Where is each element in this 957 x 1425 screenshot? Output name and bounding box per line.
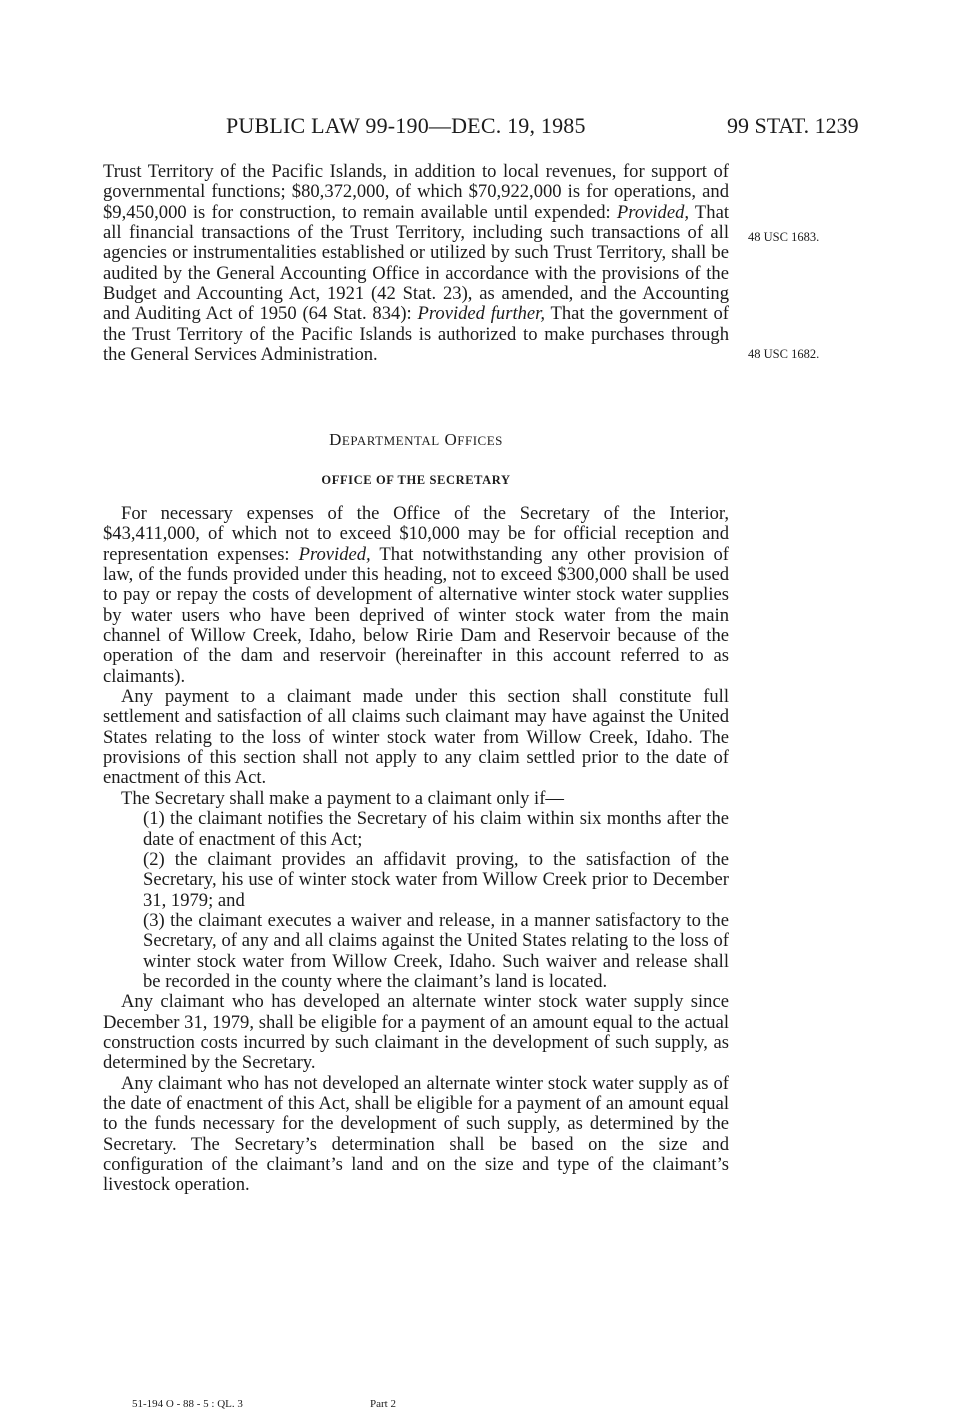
main-section: [103, 504, 729, 1196]
paragraph-payment-settlement: Any payment to a claimant made under this section shall constitute full settlement and satisfaction of all claims such claimant may have against the United States relating to the loss of winter stock water from Willow Creek, Idaho. The provisions of this section shall not apply to any claim settled prior to the date of enactment of this Act.: [103, 686, 729, 789]
condition-item-1: [103, 809, 729, 850]
intro-section: [103, 162, 729, 365]
heading-cap-o: O: [444, 430, 458, 449]
proviso-2: Provided further,: [417, 303, 546, 325]
margin-note-usc-1682: 48 USC 1682.: [748, 347, 820, 361]
paragraph-undeveloped-supply: Any claimant who has not developed an alternate winter stock water supply as of the date of enactment of this Act, shall be eligible for a payment of an amount equal to the funds necessary for the development of such supply, as determined by the Secretary. The Secretary’s determination shall be based on the size and configuration of the claimant’s land and on the size and type of the claimant’s livestock operation.: [103, 1072, 729, 1196]
statute-page-number: 99 STAT. 1239: [727, 113, 859, 138]
paragraph-conditions: The Secretary shall make a payment to a claimant only if—: [121, 787, 564, 809]
intro-text-3: That the government of the Trust Territory of the Pacific Islands is authorized to make purchases through the General Services Administration.: [103, 303, 729, 366]
condition-item-2: (2) the claimant provides an affidavit proving, to the satisfaction of the Secretary, his use of winter stock water from Willow Creek prior to December 31, 1979; and: [143, 848, 729, 911]
footer-print-code: 51-194 O - 88 - 5 : QL. 3: [132, 1398, 243, 1410]
section-heading-departmental-offices: [103, 430, 729, 450]
expenses-text-1: For necessary expenses of the Office of the Secretary of the Interior, $43,411,000, of which not to exceed $10,000 may be for official reception and representation expenses:: [103, 503, 729, 565]
heading-rest-2: FFICES: [457, 433, 503, 448]
paragraph-expenses: [103, 504, 729, 687]
expenses-text-2: That notwithstanding any other provision of law, of the funds provided under this heading, not to exceed $300,000 shall be used to pay or repay the costs of development of alternative winter stock water supplies by water users who have been deprived of winter stock water from the main channel of Willow Creek, Idaho, below Ririe Dam and Reservoir because of the operation of the dam and reservoir (hereinafter in this account referred to as claimants).: [103, 543, 729, 687]
heading-rest-1: EPARTMENTAL: [341, 433, 440, 448]
intro-text-1: Trust Territory of the Pacific Islands, in addition to local revenues, for support of governmental functions; $80,372,000, of which $70,922,000 is for operations, and $9,450,000 is for construction, to remain available until expended:: [103, 161, 729, 223]
proviso-3: Provided,: [298, 543, 371, 565]
intro-text-2: That all financial transactions of the Trust Territory, including such transactions of all agencies or instrumentalities established or utilized by such Trust Territory, shall be audited by the General Accounting Office in accordance with the provisions of the Budget and Accounting Act, 1921 (42 Stat. 23), as amended, and the Accounting and Auditing Act of 1950 (64 Stat. 834):: [103, 201, 729, 325]
condition-item-3: (3) the claimant executes a waiver and release, in a manner satisfactory to the Secretary, of any and all claims against the United States relating to the loss of winter stock water from Willow Creek, Idaho. Such waiver and release shall be recorded in the county where the claimant’s land is located.: [143, 909, 729, 992]
running-header-title: PUBLIC LAW 99-190—DEC. 19, 1985: [226, 113, 586, 138]
condition-1-text: (1) the claimant notifies the Secretary of his claim within six months after the date of enactment of this Act;: [143, 808, 729, 850]
paragraph-developed-supply: Any claimant who has developed an alternate winter stock water supply since December 31, 1979, shall be eligible for a payment of an amount equal to the actual construction costs incurred by such claimant in the development of such supply, as determined by the Secretary.: [103, 991, 729, 1074]
footer-part-label: Part 2: [370, 1398, 396, 1410]
heading-cap-d: D: [329, 430, 342, 449]
intro-paragraph: [103, 162, 729, 365]
subheading-office-of-the-secretary: OFFICE OF THE SECRETARY: [321, 473, 511, 487]
proviso-1: Provided,: [616, 201, 690, 223]
margin-note-usc-1683: 48 USC 1683.: [748, 230, 820, 244]
